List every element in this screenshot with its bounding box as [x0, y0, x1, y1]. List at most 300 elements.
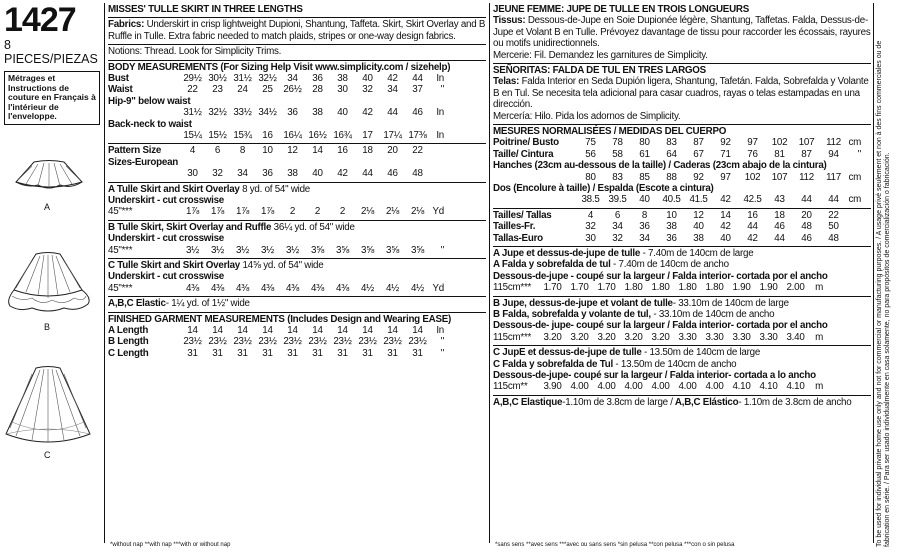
table-row: [108, 107, 486, 118]
table-cell: 34: [612, 221, 623, 233]
table-cell: 36: [262, 168, 273, 180]
table-cell: 23½: [258, 336, 277, 348]
pattern-number: 1427: [4, 1, 76, 39]
table-cell: 97: [720, 171, 731, 183]
table-cell: 4⅜: [185, 282, 200, 294]
table-cell: 4.00: [624, 381, 643, 393]
table-cell: 29½: [183, 73, 202, 85]
table-cell: 48: [412, 168, 423, 180]
skirt-c-illustration: [2, 364, 94, 448]
table-cell: 3½: [235, 244, 250, 256]
table-cell: 1.70: [570, 282, 589, 294]
table-cell: 4⅜: [310, 282, 325, 294]
fr-tissus: Tissus: Dessous-de-Jupe en Soie Dupionée légère, Shantung, Taffetas. Falda, Dessus-de-Jupe et Volant B en Tulle. Prévoyez davantage de tissu pour raccorder les écossais, rayures ou motifs unidirectionnels.: [493, 15, 871, 50]
unit-label: Yd: [432, 206, 444, 218]
table-cell: 3.30: [732, 331, 751, 343]
table-cell: 4½: [410, 282, 425, 294]
fr-footnote: *sans sens **avec sens ***avec ou sans sens *sin pelusa **con pelusa ***con o sin pelusa: [495, 542, 735, 548]
table-cell: 4.00: [678, 381, 697, 393]
table-cell: 15¾: [233, 129, 252, 141]
table-cell: 8: [641, 209, 648, 221]
table-cell: 31: [362, 347, 373, 359]
table-row: [108, 325, 486, 336]
table-cell: 32: [362, 84, 373, 96]
table-cell: 4: [189, 145, 196, 157]
table-cell: 39.5: [608, 194, 627, 206]
table-cell: 20: [387, 145, 398, 157]
french-instructions-note: Métrages et Instructions de couture en Français à l'intérieur de l'enveloppe.: [4, 71, 100, 125]
table-cell: 42: [387, 73, 398, 85]
table-row: Sizes-European: [108, 156, 178, 168]
row-label: B Length: [108, 336, 149, 348]
table-cell: 22: [412, 145, 423, 157]
table-cell: 48: [801, 221, 812, 233]
table-row: [493, 233, 871, 244]
table-cell: 15¼: [183, 129, 202, 141]
table-cell: 40.5: [662, 194, 681, 206]
table-cell: 42: [337, 168, 348, 180]
table-cell: 4: [587, 209, 594, 221]
table-cell: 83: [612, 171, 623, 183]
table-cell: 34: [387, 84, 398, 96]
table-cell: 17¼: [383, 129, 402, 141]
table-cell: 4½: [360, 282, 375, 294]
table-cell: 1.90: [759, 282, 778, 294]
table-cell: 6: [214, 145, 221, 157]
table-cell: 17⅜: [408, 129, 427, 141]
table-cell: 38: [312, 107, 323, 119]
table-cell: 61: [639, 148, 650, 160]
table-cell: 23½: [233, 336, 252, 348]
table-cell: 14: [387, 324, 398, 336]
table-cell: 34: [237, 168, 248, 180]
table-cell: 83: [666, 137, 677, 149]
table-cell: 34½: [258, 107, 277, 119]
table-cell: 3.20: [597, 331, 616, 343]
skirt-a-illustration: [8, 158, 90, 196]
table-cell: 85: [639, 171, 650, 183]
table-cell: 16: [337, 145, 348, 157]
table-cell: 81: [774, 148, 785, 160]
table-cell: 42: [720, 221, 731, 233]
table-cell: 40: [639, 194, 650, 206]
table-cell: 3.20: [570, 331, 589, 343]
table-cell: 3⅝: [410, 244, 425, 256]
table-cell: 31: [387, 347, 398, 359]
table-cell: 30: [585, 232, 596, 244]
divider-left: [104, 3, 105, 543]
table-cell: 32½: [208, 107, 227, 119]
unit-label: m: [815, 282, 823, 294]
unit-label: ": [857, 148, 861, 160]
english-column: [108, 3, 486, 361]
skirt-b-illustration: [2, 250, 94, 316]
row-label: Poitrine/ Busto: [493, 137, 559, 149]
table-cell: 16: [262, 129, 273, 141]
table-row: [493, 221, 871, 232]
table-cell: 42: [362, 107, 373, 119]
table-cell: 80: [639, 137, 650, 149]
table-cell: 56: [585, 148, 596, 160]
table-cell: 12: [693, 209, 704, 221]
en-title: MISSES' TULLE SKIRT IN THREE LENGTHS: [108, 4, 303, 15]
row-label: 45"***: [108, 244, 133, 256]
table-cell: 1.80: [705, 282, 724, 294]
es-telas: Telas: Falda Interior en Seda Dupión ligera, Shantung, Tafetán. Falda, Sobrefalda y Volante B en Tul. Se necesita tela adicional para casar cuadros, rayas o telas estampadas en una dirección.: [493, 76, 869, 111]
fr-sizes: [493, 208, 871, 246]
table-row: [493, 381, 871, 392]
table-cell: 14: [262, 324, 273, 336]
table-cell: 24: [237, 84, 248, 96]
table-cell: 4.00: [570, 381, 589, 393]
en-body-measurements: BODY MEASUREMENTS (For Sizing Help Visit www.simplicity.com / sizehelp) Bust 29½ 30½ 31½ 32½ 34 36 38 40 42 44 In Waist 22 23 24 25 26½ 28 30 32 34 37 " Hip-9" below waist 31½ 32½ 33½ 34½ 36 38 40 42 44 46 In Back-neck to waist 15¼ 15½ 15¾ 16 16¼ 16½ 16¾ 17 17¼ 17⅜ In: [108, 60, 486, 144]
unit-label: m: [815, 331, 823, 343]
table-cell: 4.00: [651, 381, 670, 393]
pieces-count: 8 PIECES/PIEZAS: [4, 38, 98, 66]
unit-label: ": [440, 347, 444, 359]
table-cell: 1⅞: [260, 206, 275, 218]
table-cell: 40: [693, 221, 704, 233]
table-row: [493, 332, 871, 343]
table-cell: 44: [774, 232, 785, 244]
table-row: [493, 172, 871, 183]
table-cell: 4⅜: [260, 282, 275, 294]
table-cell: 25: [262, 84, 273, 96]
row-label: Tailles-Fr.: [493, 221, 536, 233]
unit-label: In: [436, 129, 444, 141]
table-cell: 50: [828, 221, 839, 233]
table-cell: 42.5: [743, 194, 762, 206]
en-elastic: A,B,C Elastic- 1¼ yd. of 1½" wide: [108, 296, 486, 311]
table-cell: 36: [639, 221, 650, 233]
table-cell: 20: [801, 209, 812, 221]
table-cell: 31: [412, 347, 423, 359]
fr-elastic: A,B,C Elastique-1.10m de 3.8cm de large / A,B,C Elástico- 1.10m de 3.8cm de ancho: [493, 395, 871, 410]
row-label: 115cm***: [493, 331, 532, 343]
unit-label: cm: [848, 137, 861, 149]
table-cell: 23½: [358, 336, 377, 348]
table-cell: 18: [774, 209, 785, 221]
table-cell: 38: [287, 168, 298, 180]
row-label: 115cm**: [493, 381, 528, 393]
table-cell: 92: [720, 137, 731, 149]
en-fabrics: Fabrics: Underskirt in crisp lightweight Dupioni, Shantung, Taffeta. Skirt, Skirt Overlay and B Ruffle in Tulle. Extra fabric needed to match plaids, stripes or one-way design fabrics.: [108, 17, 486, 44]
table-cell: 10: [666, 209, 677, 221]
table-cell: 31½: [183, 107, 202, 119]
table-cell: 58: [612, 148, 623, 160]
table-cell: 4½: [385, 282, 400, 294]
table-row: [108, 245, 486, 256]
row-label: 45"***: [108, 206, 133, 218]
table-cell: 112: [799, 171, 814, 183]
table-cell: 4.10: [786, 381, 805, 393]
table-cell: 1.80: [651, 282, 670, 294]
table-cell: 94: [828, 148, 839, 160]
table-cell: 102: [771, 137, 788, 149]
fr-view-b: B Jupe, dessus-de-jupe et volant de tulle- 33.10m de 140cm de large B Falda, sobrefalda y volante de tul, - 33.10m de 140cm de ancho Dessous-de- jupe- coupé sur la largeur / Falda interior- cortada por el ancho 115cm*** 3.20 3.20 3.20 3.20 3.20 3.30 3.30 3.30 3.30 3.40 m: [493, 296, 871, 346]
table-row: [493, 194, 871, 205]
table-cell: 34: [287, 73, 298, 85]
table-cell: 31: [312, 347, 323, 359]
table-cell: 4.00: [705, 381, 724, 393]
table-cell: 38: [337, 73, 348, 85]
row-label: Pattern Size: [108, 145, 162, 157]
table-cell: 40: [362, 73, 373, 85]
table-cell: 2⅛: [385, 206, 400, 218]
table-cell: 14: [312, 324, 323, 336]
table-cell: 32½: [258, 73, 277, 85]
row-label: Taille/ Cintura: [493, 148, 554, 160]
table-cell: 46: [387, 168, 398, 180]
table-cell: 31: [262, 347, 273, 359]
table-cell: 14: [237, 324, 248, 336]
unit-label: In: [436, 73, 444, 85]
table-cell: 16: [747, 209, 758, 221]
table-cell: 16¼: [283, 129, 302, 141]
row-label: 45"***: [108, 282, 133, 294]
table-cell: 4⅜: [285, 282, 300, 294]
fr-view-a: A Jupe et dessus-de-jupe de tulle - 7.40m de 140cm de large A Falda y sobrefalda de tul - 7.40m de 140cm de ancho Dessous-de-jupe - coupé sur la largeur / Falda interior- cortada por el ancho 115cm*** 1.70 1.70 1.70 1.80 1.80 1.80 1.80 1.90 1.90 2.00 m: [493, 246, 871, 296]
table-row: [493, 282, 871, 293]
table-cell: 112: [826, 137, 841, 149]
unit-label: ": [440, 244, 444, 256]
table-cell: 41.5: [689, 194, 708, 206]
table-cell: 32: [585, 221, 596, 233]
table-cell: 88: [666, 171, 677, 183]
table-cell: 32: [612, 232, 623, 244]
table-cell: 1.70: [597, 282, 616, 294]
table-cell: 3.90: [543, 381, 562, 393]
table-cell: 97: [747, 137, 758, 149]
table-cell: 15½: [208, 129, 227, 141]
table-cell: 23½: [383, 336, 402, 348]
table-cell: 38: [693, 232, 704, 244]
table-cell: 17: [362, 129, 373, 141]
table-cell: 37: [412, 84, 423, 96]
table-cell: 44: [801, 194, 812, 206]
table-cell: 3.20: [543, 331, 562, 343]
table-row: [108, 145, 486, 156]
table-cell: 31: [287, 347, 298, 359]
table-cell: 3.20: [624, 331, 643, 343]
table-cell: 107: [771, 171, 788, 183]
table-cell: 44: [387, 107, 398, 119]
table-cell: 80: [585, 171, 596, 183]
table-cell: 31: [187, 347, 198, 359]
fr-title: JEUNE FEMME: JUPE DE TULLE EN TROIS LONGUEURS: [493, 4, 750, 15]
table-cell: 14: [287, 324, 298, 336]
table-cell: 40: [720, 232, 731, 244]
table-cell: 102: [744, 171, 761, 183]
table-row: [493, 210, 871, 221]
table-cell: 22: [187, 84, 198, 96]
es-merceria: Mercería: Hilo. Pida los adornos de Simplicity.: [493, 110, 681, 122]
table-cell: 14: [412, 324, 423, 336]
table-cell: 48: [828, 232, 839, 244]
en-sizes: [108, 143, 486, 181]
es-title: SEÑORITAS: FALDA DE TUL EN TRES LARGOS: [493, 65, 706, 77]
table-cell: 3.30: [705, 331, 724, 343]
table-row: [108, 130, 486, 141]
table-cell: 44: [747, 221, 758, 233]
table-row: [108, 73, 486, 84]
label-c: C: [44, 450, 51, 460]
table-cell: 14: [187, 324, 198, 336]
unit-label: m: [815, 381, 823, 393]
table-cell: 46: [412, 107, 423, 119]
table-cell: 4⅜: [235, 282, 250, 294]
table-cell: 71: [720, 148, 731, 160]
table-cell: 16½: [308, 129, 327, 141]
table-cell: 14: [720, 209, 731, 221]
table-cell: 1⅞: [235, 206, 250, 218]
table-cell: 3.40: [786, 331, 805, 343]
table-cell: 4⅜: [210, 282, 225, 294]
table-cell: 40: [312, 168, 323, 180]
table-row: Hip-9" below waist: [108, 95, 191, 107]
table-cell: 4.10: [732, 381, 751, 393]
table-cell: 44: [828, 194, 839, 206]
table-cell: 8: [239, 145, 246, 157]
table-cell: 36: [287, 107, 298, 119]
table-cell: 23: [212, 84, 223, 96]
label-b: B: [44, 322, 51, 332]
unit-label: cm: [848, 194, 861, 206]
table-cell: 14: [312, 145, 323, 157]
en-view-a: A Tulle Skirt and Skirt Overlay 8 yd. of 54" wide Underskirt - cut crosswise 45"*** 1⅞ 1⅞ 1⅞ 1⅞ 2 2 2 2⅛ 2⅛ 2⅛ Yd: [108, 182, 486, 220]
table-cell: 38.5: [581, 194, 600, 206]
table-cell: 10: [262, 145, 273, 157]
table-cell: 3.30: [678, 331, 697, 343]
table-cell: 64: [666, 148, 677, 160]
table-cell: 44: [412, 73, 423, 85]
table-cell: 3⅝: [335, 244, 350, 256]
table-row: [493, 137, 871, 148]
table-cell: 46: [774, 221, 785, 233]
divider-middle: [489, 3, 490, 543]
en-notions: Notions: Thread. Look for Simplicity Trims.: [108, 44, 486, 59]
table-cell: 14: [212, 324, 223, 336]
fr-view-c: C JupE et dessus-de-jupe de tulle - 13.50m de 140cm de large C Falda y sobrefalda de Tul - 13.50m de 140cm de ancho Dessous-de-jupe- coupé sur la largeur / Falda interior- cortada a lo ancho 115cm** 3.90 4.00 4.00 4.00 4.00 4.00 4.00 4.10 4.10 4.10 m: [493, 345, 871, 395]
table-cell: 23½: [208, 336, 227, 348]
row-label: Waist: [108, 84, 133, 96]
unit-label: cm: [848, 171, 861, 183]
table-cell: 26½: [283, 84, 302, 96]
table-cell: 12: [287, 145, 298, 157]
table-cell: 87: [801, 148, 812, 160]
table-cell: 3.20: [651, 331, 670, 343]
unit-label: Yd: [432, 282, 444, 294]
table-row: [108, 206, 486, 217]
table-cell: 30: [187, 168, 198, 180]
table-cell: 1.80: [624, 282, 643, 294]
table-cell: 3⅝: [385, 244, 400, 256]
table-cell: 2: [289, 206, 296, 218]
table-cell: 1.80: [678, 282, 697, 294]
table-cell: 42: [747, 232, 758, 244]
table-cell: 31½: [233, 73, 252, 85]
table-cell: 28: [312, 84, 323, 96]
table-cell: 3½: [285, 244, 300, 256]
table-row: [493, 149, 871, 160]
table-cell: 87: [693, 137, 704, 149]
row-label: Tallas-Euro: [493, 232, 543, 244]
table-cell: 31: [337, 347, 348, 359]
table-cell: 1.70: [543, 282, 562, 294]
table-cell: 22: [828, 209, 839, 221]
table-cell: 36: [312, 73, 323, 85]
table-cell: 23½: [333, 336, 352, 348]
table-cell: 16¾: [333, 129, 352, 141]
table-row: [108, 348, 486, 359]
table-cell: 36: [666, 232, 677, 244]
table-cell: 2⅛: [360, 206, 375, 218]
table-cell: 3½: [185, 244, 200, 256]
unit-label: In: [436, 107, 444, 119]
table-cell: 38: [666, 221, 677, 233]
en-view-b: B Tulle Skirt, Skirt Overlay and Ruffle 36¼ yd. of 54" wide Underskirt - cut crosswise 45"*** 3½ 3½ 3½ 3½ 3½ 3⅝ 3⅝ 3⅝ 3⅝ 3⅝ ": [108, 220, 486, 258]
table-cell: 23½: [183, 336, 202, 348]
table-cell: 32: [212, 168, 223, 180]
usage-notice: To be used for individual private home use only and not for commercial or manufacturing purposes. / A usage privé seulement et non à des fins commerciales ou de fabrication en série. / Para ser usado individualmente en casa solamente, no para propósitos de comercialización o fabricación.: [876, 40, 892, 547]
table-cell: 31: [212, 347, 223, 359]
table-cell: 92: [693, 171, 704, 183]
table-row: Back-neck to waist: [108, 118, 192, 130]
row-label: C Length: [108, 347, 149, 359]
table-cell: 31: [237, 347, 248, 359]
unit-label: ": [440, 336, 444, 348]
table-cell: 2⅛: [410, 206, 425, 218]
table-cell: 14: [362, 324, 373, 336]
table-cell: 107: [798, 137, 815, 149]
en-view-c: C Tulle Skirt and Skirt Overlay 14⅝ yd. of 54" wide Underskirt - cut crosswise 45"*** 4⅜ 4⅜ 4⅜ 4⅜ 4⅜ 4⅜ 4⅜ 4½ 4½ 4½ Yd: [108, 258, 486, 296]
row-label: 115cm***: [493, 282, 532, 294]
table-cell: 2.00: [786, 282, 805, 294]
table-row: [108, 283, 486, 294]
table-cell: 4.00: [597, 381, 616, 393]
table-cell: 2: [314, 206, 321, 218]
table-cell: 30½: [208, 73, 227, 85]
table-cell: 1⅞: [210, 206, 225, 218]
table-cell: 14: [337, 324, 348, 336]
table-cell: 76: [747, 148, 758, 160]
table-cell: 117: [826, 171, 841, 183]
table-cell: 23½: [283, 336, 302, 348]
table-cell: 67: [693, 148, 704, 160]
table-cell: 2: [339, 206, 346, 218]
table-cell: 34: [639, 232, 650, 244]
table-cell: 4.10: [759, 381, 778, 393]
table-cell: 6: [614, 209, 621, 221]
table-cell: 42: [720, 194, 731, 206]
table-cell: 23½: [408, 336, 427, 348]
table-cell: 43: [774, 194, 785, 206]
fr-mercerie: Mercerie: Fil. Demandez les garnitures de Simplicity.: [493, 49, 708, 61]
table-cell: 1⅞: [185, 206, 200, 218]
table-cell: 3⅝: [310, 244, 325, 256]
table-cell: 30: [337, 84, 348, 96]
table-cell: 3½: [210, 244, 225, 256]
table-cell: 78: [612, 137, 623, 149]
table-row: [108, 84, 486, 95]
table-cell: 23½: [308, 336, 327, 348]
unit-label: ": [440, 84, 444, 96]
fr-measurements: MESURES NORMALISÉES / MEDIDAS DEL CUERPO Poitrine/ Busto 75 78 80 83 87 92 97 102 107 112 cm Taille/ Cintura 56 58 61 64 67 71 76 81 87 94 " Hanches (23cm au-dessous de la taille) / Caderas (23cm abajo de la cintura) 80 83 85 88 92 97 102 107 112 117 cm Dos (Encolure à taille) / Espalda (Escote a cintura) 38.5 39.5 40 40.5 41.5 42 42.5 43 44 44 cm: [493, 124, 871, 208]
en-footnote: *without nap **with nap ***with or without nap: [110, 542, 231, 548]
table-cell: 18: [362, 145, 373, 157]
table-cell: 4⅜: [335, 282, 350, 294]
table-cell: 3.30: [759, 331, 778, 343]
